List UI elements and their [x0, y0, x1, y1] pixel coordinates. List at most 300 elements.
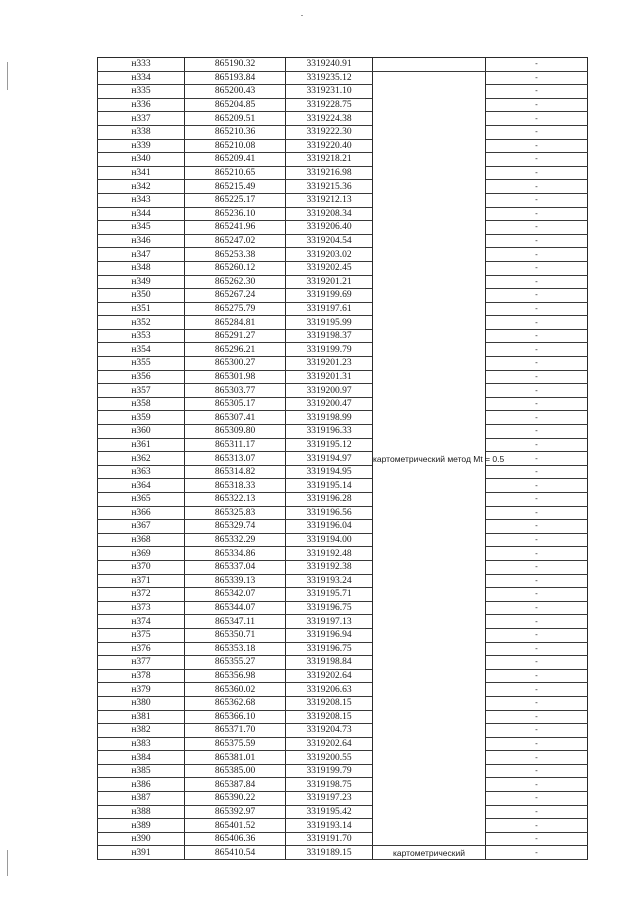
point-name-cell: н373 — [98, 601, 185, 615]
table-row — [98, 370, 588, 384]
point-name-cell: н367 — [98, 520, 185, 534]
table-row — [98, 180, 588, 194]
x-coordinate-cell: 865375.59 — [185, 737, 286, 751]
y-coordinate-cell: 3319196.75 — [286, 642, 373, 656]
y-coordinate-cell: 3319195.99 — [286, 316, 373, 330]
table-row — [98, 696, 588, 710]
y-coordinate-cell: 3319194.95 — [286, 465, 373, 479]
x-coordinate-cell: 865309.80 — [185, 425, 286, 439]
point-name-cell: н372 — [98, 588, 185, 602]
y-coordinate-cell: 3319193.24 — [286, 574, 373, 588]
accuracy-dash-cell: - — [486, 166, 588, 180]
table-row — [98, 425, 588, 439]
point-name-cell: н365 — [98, 493, 185, 507]
point-name-cell: н371 — [98, 574, 185, 588]
accuracy-dash-cell: - — [486, 384, 588, 398]
y-coordinate-cell: 3319208.34 — [286, 207, 373, 221]
point-name-cell: н376 — [98, 642, 185, 656]
point-name-cell: н348 — [98, 261, 185, 275]
x-coordinate-cell: 865385.00 — [185, 764, 286, 778]
accuracy-dash-cell: - — [486, 846, 588, 860]
accuracy-dash-cell: - — [486, 465, 588, 479]
accuracy-dash-cell: - — [486, 533, 588, 547]
y-coordinate-cell: 3319196.94 — [286, 628, 373, 642]
table-row — [98, 588, 588, 602]
y-coordinate-cell: 3319203.02 — [286, 248, 373, 262]
x-coordinate-cell: 865300.27 — [185, 357, 286, 371]
point-name-cell: н362 — [98, 452, 185, 466]
y-coordinate-cell: 3319208.15 — [286, 696, 373, 710]
table-row — [98, 98, 588, 112]
accuracy-dash-cell: - — [486, 547, 588, 561]
table-row — [98, 261, 588, 275]
table-row — [98, 112, 588, 126]
y-coordinate-cell: 3319202.64 — [286, 737, 373, 751]
coordinates-table — [97, 57, 588, 860]
table-row — [98, 656, 588, 670]
accuracy-dash-cell: - — [486, 85, 588, 99]
point-name-cell: н370 — [98, 560, 185, 574]
x-coordinate-cell: 865325.83 — [185, 506, 286, 520]
x-coordinate-cell: 865253.38 — [185, 248, 286, 262]
table-row — [98, 520, 588, 534]
accuracy-dash-cell: - — [486, 71, 588, 85]
x-coordinate-cell: 865347.11 — [185, 615, 286, 629]
accuracy-dash-cell: - — [486, 125, 588, 139]
accuracy-dash-cell: - — [486, 764, 588, 778]
y-coordinate-cell: 3319235.12 — [286, 71, 373, 85]
table-row — [98, 493, 588, 507]
point-name-cell: н346 — [98, 234, 185, 248]
y-coordinate-cell: 3319198.75 — [286, 778, 373, 792]
x-coordinate-cell: 865332.29 — [185, 533, 286, 547]
table-row — [98, 683, 588, 697]
accuracy-dash-cell: - — [486, 357, 588, 371]
accuracy-dash-cell: - — [486, 819, 588, 833]
x-coordinate-cell: 865390.22 — [185, 792, 286, 806]
point-name-cell: н381 — [98, 710, 185, 724]
table-row — [98, 139, 588, 153]
accuracy-dash-cell: - — [486, 669, 588, 683]
x-coordinate-cell: 865360.02 — [185, 683, 286, 697]
table-row — [98, 710, 588, 724]
table-row — [98, 329, 588, 343]
accuracy-dash-cell: - — [486, 737, 588, 751]
y-coordinate-cell: 3319231.10 — [286, 85, 373, 99]
accuracy-dash-cell: - — [486, 506, 588, 520]
table-row — [98, 778, 588, 792]
table-row — [98, 153, 588, 167]
point-name-cell: н352 — [98, 316, 185, 330]
table-row — [98, 465, 588, 479]
accuracy-dash-cell: - — [486, 438, 588, 452]
point-name-cell: н350 — [98, 289, 185, 303]
point-name-cell: н341 — [98, 166, 185, 180]
table-row — [98, 832, 588, 846]
x-coordinate-cell: 865210.65 — [185, 166, 286, 180]
y-coordinate-cell: 3319224.38 — [286, 112, 373, 126]
y-coordinate-cell: 3319206.40 — [286, 221, 373, 235]
scan-edge-mark — [7, 850, 8, 876]
y-coordinate-cell: 3319196.33 — [286, 425, 373, 439]
accuracy-dash-cell: - — [486, 248, 588, 262]
accuracy-dash-cell: - — [486, 520, 588, 534]
point-name-cell: н354 — [98, 343, 185, 357]
accuracy-dash-cell: - — [486, 493, 588, 507]
table-row — [98, 357, 588, 371]
point-name-cell: н355 — [98, 357, 185, 371]
point-name-cell: н368 — [98, 533, 185, 547]
x-coordinate-cell: 865406.36 — [185, 832, 286, 846]
x-coordinate-cell: 865190.32 — [185, 58, 286, 72]
table-row — [98, 846, 588, 860]
y-coordinate-cell: 3319220.40 — [286, 139, 373, 153]
x-coordinate-cell: 865311.17 — [185, 438, 286, 452]
table-row — [98, 792, 588, 806]
table-row — [98, 601, 588, 615]
x-coordinate-cell: 865209.41 — [185, 153, 286, 167]
accuracy-dash-cell: - — [486, 710, 588, 724]
point-name-cell: н360 — [98, 425, 185, 439]
accuracy-dash-cell: - — [486, 139, 588, 153]
table-row — [98, 642, 588, 656]
y-coordinate-cell: 3319204.54 — [286, 234, 373, 248]
accuracy-dash-cell: - — [486, 683, 588, 697]
table-row — [98, 737, 588, 751]
accuracy-dash-cell: - — [486, 221, 588, 235]
x-coordinate-cell: 865366.10 — [185, 710, 286, 724]
x-coordinate-cell: 865215.49 — [185, 180, 286, 194]
accuracy-dash-cell: - — [486, 425, 588, 439]
method-cell: картометрический — [373, 846, 486, 860]
point-name-cell: н380 — [98, 696, 185, 710]
y-coordinate-cell: 3319202.64 — [286, 669, 373, 683]
y-coordinate-cell: 3319195.12 — [286, 438, 373, 452]
x-coordinate-cell: 865305.17 — [185, 397, 286, 411]
x-coordinate-cell: 865329.74 — [185, 520, 286, 534]
point-name-cell: н377 — [98, 656, 185, 670]
y-coordinate-cell: 3319215.36 — [286, 180, 373, 194]
point-name-cell: н366 — [98, 506, 185, 520]
x-coordinate-cell: 865318.33 — [185, 479, 286, 493]
accuracy-dash-cell: - — [486, 574, 588, 588]
y-coordinate-cell: 3319222.30 — [286, 125, 373, 139]
x-coordinate-cell: 865334.86 — [185, 547, 286, 561]
y-coordinate-cell: 3319201.21 — [286, 275, 373, 289]
x-coordinate-cell: 865362.68 — [185, 696, 286, 710]
point-name-cell: н340 — [98, 153, 185, 167]
accuracy-dash-cell: - — [486, 696, 588, 710]
y-coordinate-cell: 3319201.23 — [286, 357, 373, 371]
accuracy-dash-cell: - — [486, 628, 588, 642]
accuracy-dash-cell: - — [486, 411, 588, 425]
table-row — [98, 628, 588, 642]
x-coordinate-cell: 865314.82 — [185, 465, 286, 479]
table-row — [98, 207, 588, 221]
y-coordinate-cell: 3319240.91 — [286, 58, 373, 72]
y-coordinate-cell: 3319216.98 — [286, 166, 373, 180]
accuracy-dash-cell: - — [486, 642, 588, 656]
point-name-cell: н336 — [98, 98, 185, 112]
table-row — [98, 397, 588, 411]
y-coordinate-cell: 3319197.13 — [286, 615, 373, 629]
x-coordinate-cell: 865392.97 — [185, 805, 286, 819]
scan-dot — [301, 15, 303, 16]
x-coordinate-cell: 865193.84 — [185, 71, 286, 85]
x-coordinate-cell: 865225.17 — [185, 193, 286, 207]
y-coordinate-cell: 3319196.28 — [286, 493, 373, 507]
x-coordinate-cell: 865210.08 — [185, 139, 286, 153]
accuracy-dash-cell: - — [486, 751, 588, 765]
x-coordinate-cell: 865339.13 — [185, 574, 286, 588]
point-name-cell: н364 — [98, 479, 185, 493]
y-coordinate-cell: 3319196.56 — [286, 506, 373, 520]
point-name-cell: н356 — [98, 370, 185, 384]
x-coordinate-cell: 865301.98 — [185, 370, 286, 384]
point-name-cell: н383 — [98, 737, 185, 751]
table-row — [98, 411, 588, 425]
table-row — [98, 438, 588, 452]
x-coordinate-cell: 865356.98 — [185, 669, 286, 683]
x-coordinate-cell: 865275.79 — [185, 302, 286, 316]
point-name-cell: н349 — [98, 275, 185, 289]
accuracy-dash-cell: - — [486, 560, 588, 574]
y-coordinate-cell: 3319202.45 — [286, 261, 373, 275]
x-coordinate-cell: 865296.21 — [185, 343, 286, 357]
y-coordinate-cell: 3319204.73 — [286, 724, 373, 738]
y-coordinate-cell: 3319201.31 — [286, 370, 373, 384]
accuracy-dash-cell: - — [486, 724, 588, 738]
y-coordinate-cell: 3319218.21 — [286, 153, 373, 167]
point-name-cell: н384 — [98, 751, 185, 765]
x-coordinate-cell: 865262.30 — [185, 275, 286, 289]
table-row — [98, 384, 588, 398]
y-coordinate-cell: 3319194.00 — [286, 533, 373, 547]
accuracy-dash-cell: - — [486, 275, 588, 289]
point-name-cell: н344 — [98, 207, 185, 221]
accuracy-dash-cell: - — [486, 656, 588, 670]
x-coordinate-cell: 865236.10 — [185, 207, 286, 221]
accuracy-dash-cell: - — [486, 479, 588, 493]
y-coordinate-cell: 3319212.13 — [286, 193, 373, 207]
x-coordinate-cell: 865342.07 — [185, 588, 286, 602]
y-coordinate-cell: 3319228.75 — [286, 98, 373, 112]
table-row — [98, 819, 588, 833]
point-name-cell: н363 — [98, 465, 185, 479]
point-name-cell: н389 — [98, 819, 185, 833]
y-coordinate-cell: 3319200.97 — [286, 384, 373, 398]
table-row — [98, 302, 588, 316]
accuracy-dash-cell: - — [486, 832, 588, 846]
point-name-cell: н343 — [98, 193, 185, 207]
accuracy-dash-cell: - — [486, 261, 588, 275]
accuracy-dash-cell: - — [486, 112, 588, 126]
y-coordinate-cell: 3319196.04 — [286, 520, 373, 534]
point-name-cell: н382 — [98, 724, 185, 738]
table-row — [98, 560, 588, 574]
point-name-cell: н375 — [98, 628, 185, 642]
y-coordinate-cell: 3319198.37 — [286, 329, 373, 343]
y-coordinate-cell: 3319195.42 — [286, 805, 373, 819]
accuracy-dash-cell: - — [486, 289, 588, 303]
y-coordinate-cell: 3319196.75 — [286, 601, 373, 615]
accuracy-dash-cell: - — [486, 180, 588, 194]
method-cell-empty — [373, 58, 486, 72]
y-coordinate-cell: 3319192.48 — [286, 547, 373, 561]
accuracy-dash-cell: - — [486, 397, 588, 411]
point-name-cell: н334 — [98, 71, 185, 85]
table-row — [98, 574, 588, 588]
accuracy-dash-cell: - — [486, 234, 588, 248]
accuracy-dash-cell: - — [486, 792, 588, 806]
table-row — [98, 166, 588, 180]
table-row — [98, 234, 588, 248]
point-name-cell: н345 — [98, 221, 185, 235]
y-coordinate-cell: 3319199.79 — [286, 343, 373, 357]
table-row — [98, 547, 588, 561]
table-row — [98, 615, 588, 629]
accuracy-dash-cell: - — [486, 778, 588, 792]
y-coordinate-cell: 3319191.70 — [286, 832, 373, 846]
point-name-cell: н333 — [98, 58, 185, 72]
y-coordinate-cell: 3319206.63 — [286, 683, 373, 697]
x-coordinate-cell: 865284.81 — [185, 316, 286, 330]
x-coordinate-cell: 865267.24 — [185, 289, 286, 303]
x-coordinate-cell: 865401.52 — [185, 819, 286, 833]
y-coordinate-cell: 3319192.38 — [286, 560, 373, 574]
point-name-cell: н361 — [98, 438, 185, 452]
table-row — [98, 533, 588, 547]
accuracy-dash-cell: - — [486, 343, 588, 357]
point-name-cell: н339 — [98, 139, 185, 153]
y-coordinate-cell: 3319195.14 — [286, 479, 373, 493]
accuracy-dash-cell: - — [486, 302, 588, 316]
x-coordinate-cell: 865307.41 — [185, 411, 286, 425]
point-name-cell: н387 — [98, 792, 185, 806]
table-row — [98, 289, 588, 303]
table-row — [98, 221, 588, 235]
y-coordinate-cell: 3319199.69 — [286, 289, 373, 303]
method-cell-merged: картометрический метод Mt = 0.5 — [373, 71, 486, 846]
x-coordinate-cell: 865371.70 — [185, 724, 286, 738]
y-coordinate-cell: 3319197.61 — [286, 302, 373, 316]
x-coordinate-cell: 865210.36 — [185, 125, 286, 139]
x-coordinate-cell: 865303.77 — [185, 384, 286, 398]
accuracy-dash-cell: - — [486, 601, 588, 615]
y-coordinate-cell: 3319194.97 — [286, 452, 373, 466]
x-coordinate-cell: 865344.07 — [185, 601, 286, 615]
table-row — [98, 275, 588, 289]
x-coordinate-cell: 865209.51 — [185, 112, 286, 126]
x-coordinate-cell: 865200.43 — [185, 85, 286, 99]
x-coordinate-cell: 865350.71 — [185, 628, 286, 642]
accuracy-dash-cell: - — [486, 615, 588, 629]
x-coordinate-cell: 865291.27 — [185, 329, 286, 343]
table-row — [98, 316, 588, 330]
accuracy-dash-cell: - — [486, 207, 588, 221]
x-coordinate-cell: 865387.84 — [185, 778, 286, 792]
y-coordinate-cell: 3319200.47 — [286, 397, 373, 411]
point-name-cell: н386 — [98, 778, 185, 792]
accuracy-dash-cell: - — [486, 805, 588, 819]
table-row — [98, 479, 588, 493]
point-name-cell: н390 — [98, 832, 185, 846]
point-name-cell: н351 — [98, 302, 185, 316]
y-coordinate-cell: 3319198.99 — [286, 411, 373, 425]
y-coordinate-cell: 3319189.15 — [286, 846, 373, 860]
x-coordinate-cell: 865381.01 — [185, 751, 286, 765]
x-coordinate-cell: 865313.07 — [185, 452, 286, 466]
y-coordinate-cell: 3319195.71 — [286, 588, 373, 602]
table-row — [98, 193, 588, 207]
accuracy-dash-cell: - — [486, 370, 588, 384]
point-name-cell: н359 — [98, 411, 185, 425]
x-coordinate-cell: 865353.18 — [185, 642, 286, 656]
x-coordinate-cell: 865241.96 — [185, 221, 286, 235]
y-coordinate-cell: 3319208.15 — [286, 710, 373, 724]
point-name-cell: н357 — [98, 384, 185, 398]
coordinates-table-body — [98, 58, 588, 860]
y-coordinate-cell: 3319198.84 — [286, 656, 373, 670]
accuracy-dash-cell: - — [486, 588, 588, 602]
table-row — [98, 724, 588, 738]
table-row — [98, 58, 588, 72]
point-name-cell: н391 — [98, 846, 185, 860]
y-coordinate-cell: 3319199.79 — [286, 764, 373, 778]
point-name-cell: н337 — [98, 112, 185, 126]
table-row — [98, 343, 588, 357]
point-name-cell: н342 — [98, 180, 185, 194]
point-name-cell: н338 — [98, 125, 185, 139]
table-row — [98, 125, 588, 139]
table-row — [98, 248, 588, 262]
point-name-cell: н353 — [98, 329, 185, 343]
point-name-cell: н378 — [98, 669, 185, 683]
point-name-cell: н369 — [98, 547, 185, 561]
x-coordinate-cell: 865204.85 — [185, 98, 286, 112]
accuracy-dash-cell: - — [486, 316, 588, 330]
accuracy-dash-cell: - — [486, 98, 588, 112]
table-row — [98, 764, 588, 778]
point-name-cell: н388 — [98, 805, 185, 819]
table-row — [98, 669, 588, 683]
accuracy-dash-cell: - — [486, 329, 588, 343]
point-name-cell: н358 — [98, 397, 185, 411]
x-coordinate-cell: 865260.12 — [185, 261, 286, 275]
point-name-cell: н374 — [98, 615, 185, 629]
y-coordinate-cell: 3319200.55 — [286, 751, 373, 765]
y-coordinate-cell: 3319197.23 — [286, 792, 373, 806]
accuracy-dash-cell: - — [486, 193, 588, 207]
table-row — [98, 71, 588, 85]
x-coordinate-cell: 865247.02 — [185, 234, 286, 248]
x-coordinate-cell: 865355.27 — [185, 656, 286, 670]
y-coordinate-cell: 3319193.14 — [286, 819, 373, 833]
accuracy-dash-cell: - — [486, 58, 588, 72]
x-coordinate-cell: 865322.13 — [185, 493, 286, 507]
accuracy-dash-cell: - — [486, 452, 588, 466]
accuracy-dash-cell: - — [486, 153, 588, 167]
table-row — [98, 452, 588, 466]
x-coordinate-cell: 865410.54 — [185, 846, 286, 860]
table-row — [98, 751, 588, 765]
point-name-cell: н347 — [98, 248, 185, 262]
table-row — [98, 805, 588, 819]
point-name-cell: н379 — [98, 683, 185, 697]
scan-edge-mark — [7, 62, 8, 90]
table-row — [98, 85, 588, 99]
x-coordinate-cell: 865337.04 — [185, 560, 286, 574]
